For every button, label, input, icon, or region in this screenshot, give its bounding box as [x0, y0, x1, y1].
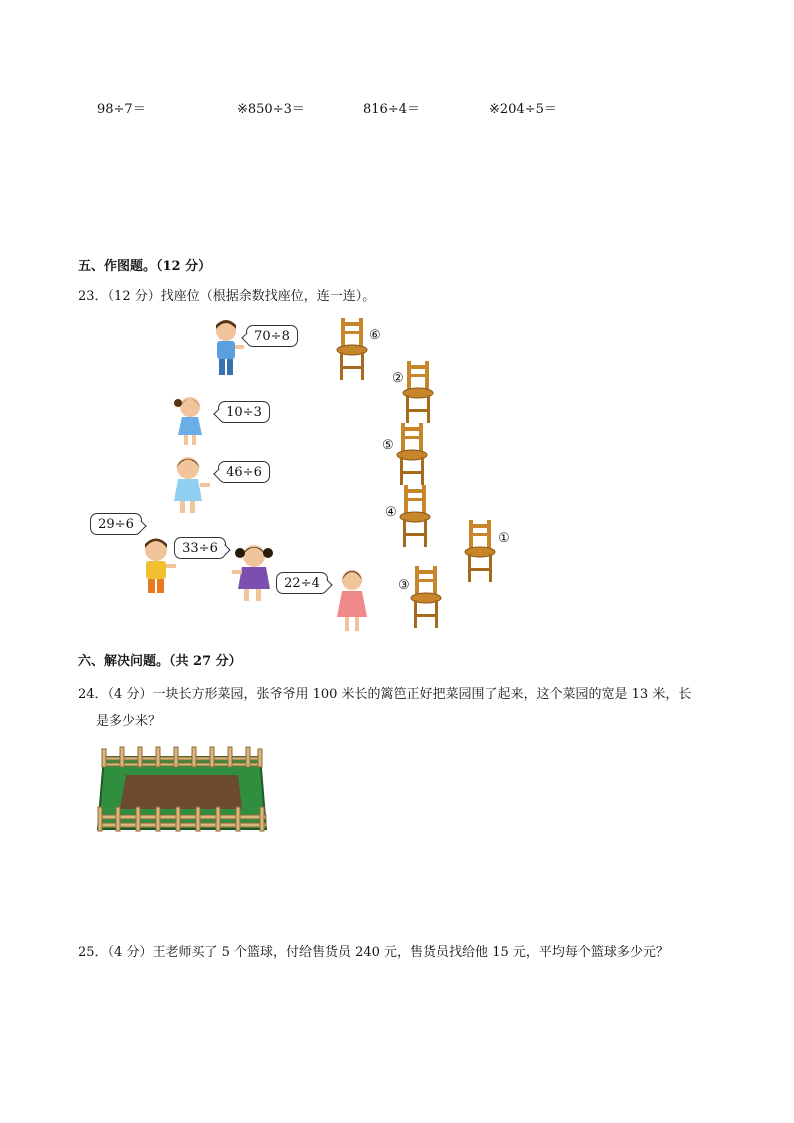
question-24-text-line1: 24．（4 分）一块长方形菜园，张爷爷用 100 米长的篱笆正好把菜园围了起来，这个菜园的宽是 13 米，长: [78, 687, 692, 702]
chair-3-icon: [410, 566, 442, 628]
child-girl-4-figure: [335, 567, 369, 635]
chair-5-icon: [396, 423, 428, 485]
chair-4-icon: [399, 485, 431, 547]
seat-label-3: ③: [398, 578, 410, 593]
bubble-29-div-6: 29÷6: [90, 513, 142, 535]
seat-matching-illustration: [90, 315, 510, 640]
bubble-33-div-6: 33÷6: [174, 537, 226, 559]
vegetable-garden-illustration: [96, 745, 268, 833]
child-girl-3-figure: [232, 543, 274, 607]
calc-item-4: ※204÷5＝: [489, 102, 557, 117]
chair-2-icon: [402, 361, 434, 423]
chair-6-icon: [336, 318, 368, 380]
child-girl-2-figure: [170, 455, 210, 517]
chair-1-icon: [464, 520, 496, 582]
bubble-22-div-4: 22÷4: [276, 572, 328, 594]
seat-label-4: ④: [385, 505, 397, 520]
bubble-70-div-8: 70÷8: [246, 325, 298, 347]
section-title-solve: 六、解决问题。（共 27 分）: [78, 654, 242, 669]
calc-item-3: 816÷4＝: [363, 102, 420, 117]
seat-label-1: ①: [498, 531, 510, 546]
calc-item-1: 98÷7＝: [97, 102, 146, 117]
child-boy-1-figure: [208, 319, 244, 381]
question-25-text: 25．（4 分）王老师买了 5 个篮球，付给售货员 240 元，售货员找给他 15 元，平均每个篮球多少元？: [78, 945, 669, 960]
child-girl-1-figure: [174, 395, 210, 449]
question-23-text: 23．（12 分）找座位（根据余数找座位，连一连）。: [78, 289, 376, 304]
seat-label-2: ②: [392, 371, 404, 386]
question-24-text-line2: 是多少米？: [96, 714, 162, 729]
bubble-10-div-3: 10÷3: [218, 401, 270, 423]
seat-label-6: ⑥: [369, 328, 381, 343]
section-title-draw: 五、作图题。（12 分）: [78, 259, 212, 274]
bubble-46-div-6: 46÷6: [218, 461, 270, 483]
calc-item-2: ※850÷3＝: [237, 102, 305, 117]
seat-label-5: ⑤: [382, 438, 394, 453]
child-boy-2-figure: [138, 537, 178, 601]
